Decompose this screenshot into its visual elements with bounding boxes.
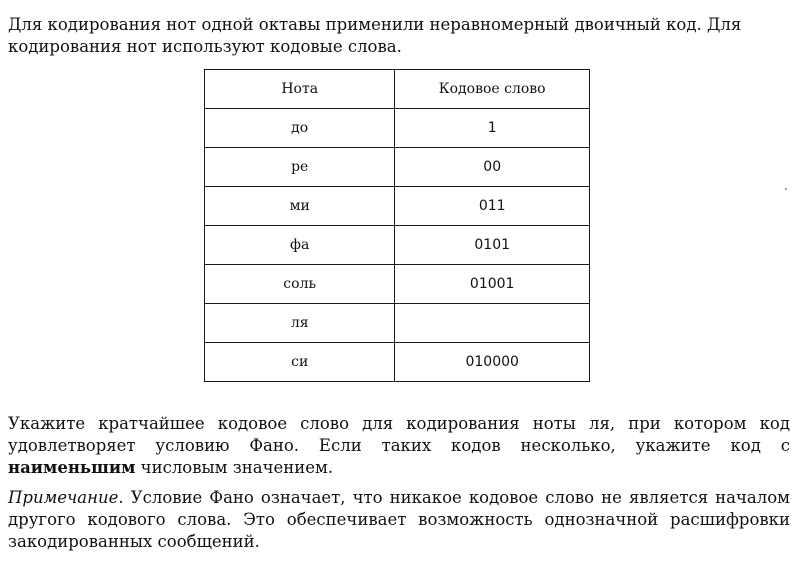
code-cell: 010000 <box>395 343 590 382</box>
header-code: Кодовое слово <box>395 70 590 109</box>
task-text-part2: числовым значением. <box>135 458 334 477</box>
table-row <box>205 187 590 226</box>
code-cell: 01001 <box>395 265 590 304</box>
note-cell: ре <box>205 148 395 187</box>
note-cell: си <box>205 343 395 382</box>
table-row <box>205 304 590 343</box>
code-cell: 011 <box>395 187 590 226</box>
intro-line-1: Для кодирования нот одной октавы применили неравномерный двоичный код. Для <box>8 15 742 34</box>
note-cell: фа <box>205 226 395 265</box>
table-row <box>205 265 590 304</box>
code-table <box>204 69 590 382</box>
note-paragraph <box>8 487 790 553</box>
code-cell: 00 <box>395 148 590 187</box>
note-cell: ми <box>205 187 395 226</box>
scan-speck <box>785 188 787 190</box>
note-text: Условие Фано означает, что никакое кодовое слово не является началом другого кодового слова. Это обеспечивает возможность однозначной расшифровки закодированных сообщений. <box>8 488 790 551</box>
table-row <box>205 343 590 382</box>
task-bold-word: наименьшим <box>8 458 136 477</box>
note-cell: ля <box>205 304 395 343</box>
table-row <box>205 148 590 187</box>
task-text-part1: Укажите кратчайшее кодовое слово для кодирования ноты ля, при котором код удовлетворяет условию Фано. Если таких кодов несколько, укажите код с <box>8 414 790 455</box>
task-paragraph <box>8 413 790 479</box>
code-cell-empty <box>395 304 590 343</box>
table-row <box>205 109 590 148</box>
note-cell: соль <box>205 265 395 304</box>
intro-line-2: кодирования нот используют кодовые слова. <box>8 37 402 56</box>
table-header-row <box>205 70 590 109</box>
code-cell: 0101 <box>395 226 590 265</box>
header-note: Нота <box>205 70 395 109</box>
code-cell: 1 <box>395 109 590 148</box>
note-label: Примечание. <box>8 488 124 507</box>
intro-paragraph <box>8 14 790 58</box>
note-cell: до <box>205 109 395 148</box>
table-row <box>205 226 590 265</box>
